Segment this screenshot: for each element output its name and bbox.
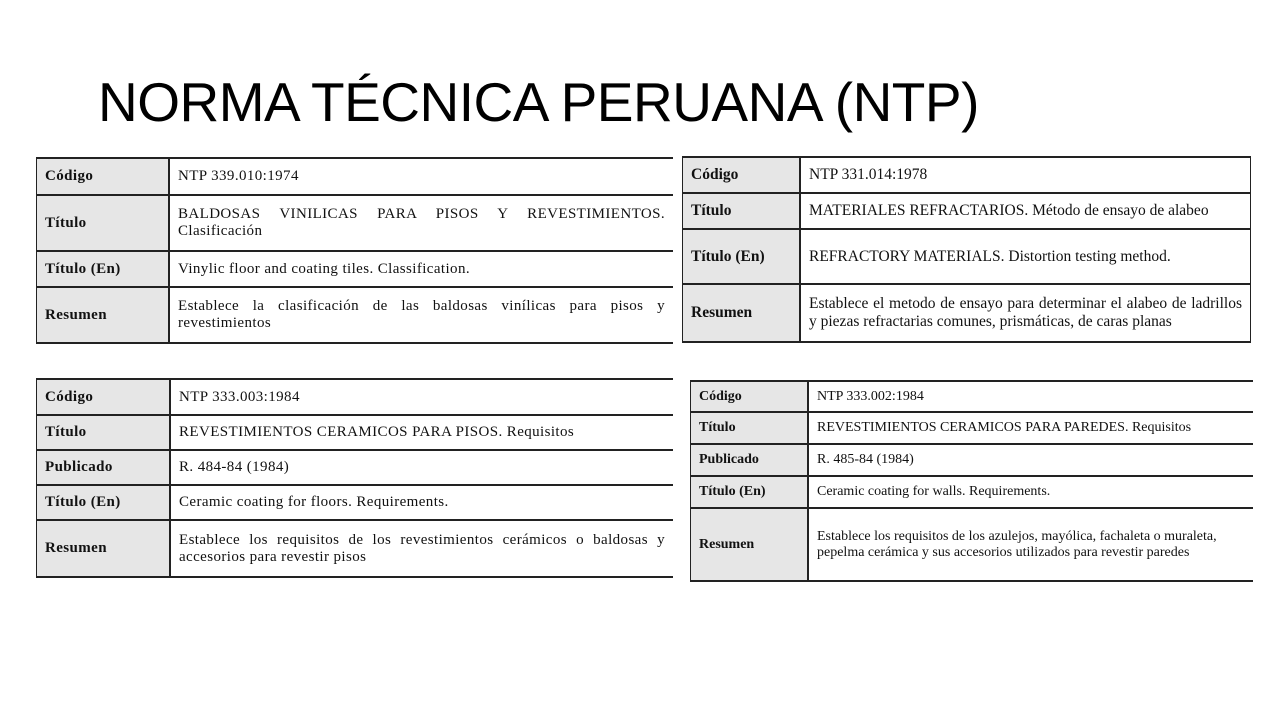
row-value-codigo: NTP 331.014:1978 [800, 157, 1251, 193]
row-label-titulo: Título [691, 412, 809, 444]
row-label-publicado: Publicado [691, 444, 809, 476]
row-value-titulo: REVESTIMIENTOS CERAMICOS PARA PISOS. Requisitos [170, 415, 673, 450]
row-value-codigo: NTP 333.002:1984 [808, 381, 1253, 412]
table-row [691, 508, 1254, 581]
row-value-resumen: Establece los requisitos de los revestimientos cerámicos o baldosas y accesorios para revestir pisos [170, 520, 673, 577]
row-value-publicado: R. 484-84 (1984) [170, 450, 673, 485]
table-row [683, 229, 1251, 284]
table-row [683, 157, 1251, 193]
table-row [37, 415, 674, 450]
row-value-resumen: Establece el metodo de ensayo para determinar el alabeo de ladrillos y piezas refractarias comunes, prismáticas, de caras planas [800, 284, 1251, 342]
table-row [691, 412, 1254, 444]
ntp-table-333-003 [36, 378, 673, 578]
row-value-titulo-en: Ceramic coating for floors. Requirements. [170, 485, 673, 520]
table-row [37, 251, 674, 287]
row-label-codigo: Código [691, 381, 809, 412]
row-value-resumen: Establece la clasificación de las baldosas vinílicas para pisos y revestimientos [169, 287, 673, 343]
table-row [37, 287, 674, 343]
table-row [37, 520, 674, 577]
row-label-codigo: Código [37, 379, 171, 415]
page-title: NORMA TÉCNICA PERUANA (NTP) [98, 71, 979, 133]
table-row [37, 485, 674, 520]
table-row [37, 195, 674, 251]
row-value-codigo: NTP 333.003:1984 [170, 379, 673, 415]
row-label-publicado: Publicado [37, 450, 171, 485]
row-label-resumen: Resumen [37, 287, 170, 343]
row-label-codigo: Código [37, 158, 170, 195]
table-row [37, 379, 674, 415]
table-row [37, 450, 674, 485]
row-value-titulo-en: Ceramic coating for walls. Requirements. [808, 476, 1253, 508]
table-row [691, 476, 1254, 508]
row-label-resumen: Resumen [691, 508, 809, 581]
ntp-table-331-014 [682, 156, 1251, 343]
row-value-titulo-en: Vinylic floor and coating tiles. Classification. [169, 251, 673, 287]
row-value-resumen: Establece los requisitos de los azulejos, mayólica, fachaleta o muraleta, pepelma cerámica y sus accesorios utilizados para revestir paredes [808, 508, 1253, 581]
ntp-table-333-002 [690, 380, 1253, 582]
row-value-titulo: MATERIALES REFRACTARIOS. Método de ensayo de alabeo [800, 193, 1251, 229]
row-label-codigo: Código [683, 157, 801, 193]
table-row [691, 444, 1254, 476]
table-row [683, 193, 1251, 229]
row-label-titulo-en: Título (En) [37, 251, 170, 287]
table-row [37, 158, 674, 195]
row-label-titulo-en: Título (En) [691, 476, 809, 508]
row-label-titulo: Título [37, 195, 170, 251]
table-row [691, 381, 1254, 412]
row-label-titulo-en: Título (En) [683, 229, 801, 284]
row-value-codigo: NTP 339.010:1974 [169, 158, 673, 195]
row-label-titulo: Título [37, 415, 171, 450]
row-label-titulo: Título [683, 193, 801, 229]
row-label-titulo-en: Título (En) [37, 485, 171, 520]
row-value-publicado: R. 485-84 (1984) [808, 444, 1253, 476]
row-value-titulo: BALDOSAS VINILICAS PARA PISOS Y REVESTIMIENTOS. Clasificación [169, 195, 673, 251]
row-value-titulo: REVESTIMIENTOS CERAMICOS PARA PAREDES. Requisitos [808, 412, 1253, 444]
row-label-resumen: Resumen [683, 284, 801, 342]
ntp-table-339-010 [36, 157, 673, 344]
table-row [683, 284, 1251, 342]
row-value-titulo-en: REFRACTORY MATERIALS. Distortion testing method. [800, 229, 1251, 284]
row-label-resumen: Resumen [37, 520, 171, 577]
